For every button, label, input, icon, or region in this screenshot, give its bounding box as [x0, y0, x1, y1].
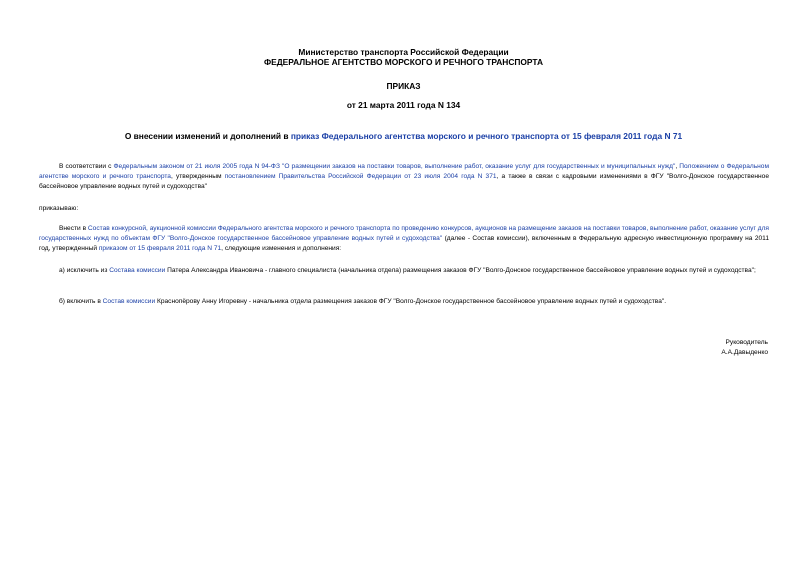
- title-prefix: О внесении изменений и дополнений в: [124, 131, 291, 141]
- p1-text-2: ,: [675, 163, 680, 170]
- regulation-link[interactable]: Положением о Федеральном агентстве морского и речного транспорта: [39, 163, 770, 180]
- p2-text-1: Внести в: [59, 225, 88, 232]
- document-type: ПРИКАЗ: [386, 81, 421, 91]
- federal-law-link[interactable]: Федеральным законом от 21 июля 2005 года N 94-ФЗ "О размещении заказов на поставки товаров, выполнение работ, оказание услуг для государственных и муниципальных нужд": [113, 163, 676, 170]
- item-a-text-1: а) исключить из: [59, 267, 110, 274]
- signature-name: А.А.Давыденко: [721, 349, 768, 356]
- p2-text-2: (далее - Состав комиссии), включенным в Федеральную адресную инвестиционную программу на 2011 год, утвержденный: [39, 235, 769, 252]
- p1-text-4: , а также в связи с кадровыми изменениями в ФГУ "Волго-Донское государственное бассейновое управление водных путей и судоходства": [39, 173, 770, 190]
- item-a-text-2: Патера Александра Ивановича - главного специалиста (начальника отдела) размещения заказов ФГУ "Волго-Донское государственное бассейновое управление водных путей и судоходства";: [165, 267, 756, 274]
- item-b-commission-link[interactable]: Состав комиссии: [102, 298, 156, 305]
- agency-name: ФЕДЕРАЛЬНОЕ АГЕНТСТВО МОРСКОГО И РЕЧНОГО ТРАНСПОРТА: [263, 57, 544, 67]
- item-b-text-2: Краснопёрову Анну Игоревну - начальника отдела размещения заказов ФГУ "Волго-Донское государственное бассейновое управление водных путей и судоходства".: [155, 298, 667, 305]
- item-a: [39, 266, 769, 276]
- p1-text-1: В соответствии с: [59, 163, 114, 170]
- p2-text-3: , следующие изменения и дополнения:: [221, 245, 342, 252]
- item-b-text-1: б) включить в: [59, 298, 103, 305]
- item-b: [39, 297, 769, 307]
- government-decree-link[interactable]: постановлением Правительства Российской Федерации от 23 июля 2004 года N 371: [224, 173, 497, 180]
- item-a-commission-link[interactable]: Состава комиссии: [109, 267, 166, 274]
- order-word: приказываю:: [39, 205, 79, 212]
- signature-role: Руководитель: [725, 339, 768, 346]
- document-title: [0, 131, 807, 141]
- order-71-link[interactable]: приказом от 15 февраля 2011 года N 71: [98, 245, 222, 252]
- document-date: от 21 марта 2011 года N 134: [346, 100, 461, 110]
- ministry-name: Министерство транспорта Российской Федерации: [298, 47, 509, 57]
- paragraph-amendment: [39, 224, 769, 254]
- commission-composition-link[interactable]: Состав конкурсной, аукционной комиссии Федерального агентства морского и речного транспорта по проведению конкурсов, аукционов на размещение заказов на поставки товаров, выполнение работ, оказание услуг для государственных нужд по объектам ФГУ "Волго-Донское государственное бассейновое управление водных путей и судоходства": [39, 225, 769, 242]
- p1-text-3: , утвержденным: [170, 173, 225, 180]
- paragraph-basis: [39, 162, 769, 192]
- title-link[interactable]: приказ Федерального агентства морского и речного транспорта от 15 февраля 2011 года N 71: [290, 131, 683, 141]
